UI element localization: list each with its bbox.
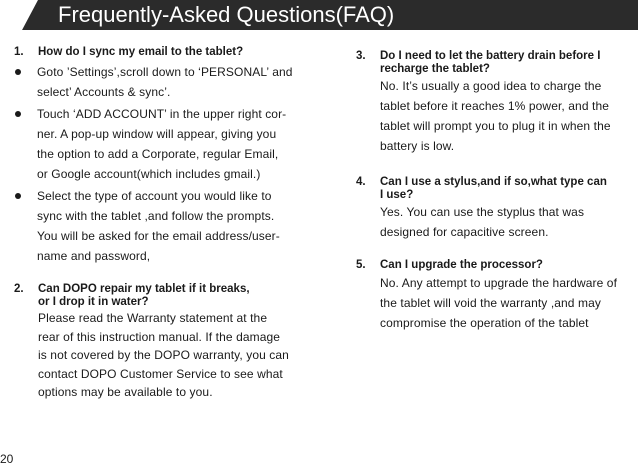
faq-question-line: Can DOPO repair my tablet if it breaks, [38,283,250,295]
bullet-line: select’ Accounts & sync’. [37,85,171,99]
faq-question-5 [356,259,638,272]
faq-answer-2 [14,309,320,402]
bullet-line: sync with the tablet ,and follow the prompts. [37,209,275,223]
answer-line: tablet before it reaches 1% power, and the [380,99,610,113]
faq-bullet [14,62,320,102]
answer-line: battery is low. [380,139,455,153]
faq-bullet [14,104,320,184]
faq-question-number: 3. [356,50,366,62]
header-bar [0,0,638,30]
bullet-line: Select the type of account you would like to [37,189,272,203]
bullet-line: name and password, [37,249,151,263]
faq-question-line: or I drop it in water? [38,296,149,308]
faq-question-line: recharge the tablet? [380,63,490,75]
faq-question-line: I use? [380,189,414,201]
faq-item-4 [356,176,638,242]
faq-question-3 [356,50,638,76]
faq-question-2 [14,283,320,309]
faq-question-text: How do I sync my email to the tablet? [38,46,244,58]
bullet-icon [15,193,21,199]
bullet-line: the option to add a Corporate, regular Email, [37,147,279,161]
answer-line: No. Any attempt to upgrade the hardware of [380,276,618,290]
faq-question-4 [356,176,638,202]
faq-question-line: Can I use a stylus,and if so,what type can [380,176,607,188]
faq-question-number: 4. [356,176,366,188]
faq-question-line: Do I need to let the battery drain before I [380,50,601,62]
faq-question-number: 2. [14,283,24,295]
faq-item-5 [356,259,638,333]
faq-item-2 [14,283,320,402]
faq-bullet [14,186,320,266]
answer-line: Please read the Warranty statement at the [38,311,268,325]
faq-item-1 [14,46,320,266]
answer-line: compromise the operation of the tablet [380,316,589,330]
answer-line: Yes. You can use the styplus that was [380,205,585,219]
faq-item-3 [356,50,638,156]
answer-line: designed for capacitive screen. [380,225,549,239]
faq-answer-4 [356,202,638,242]
bullet-line: Goto ’Settings’,scroll down to ‘PERSONAL’ and [37,65,293,79]
page-title: Frequently-Asked Questions(FAQ) [58,2,395,27]
answer-line: No. It’s usually a good idea to charge the [380,79,602,93]
answer-line: rear of this instruction manual. If the damage [38,329,281,344]
page-number: 20 [0,452,14,466]
answer-line: contact DOPO Customer Service to see what [38,366,283,381]
faq-question-1 [14,46,320,59]
faq-question-number: 5. [356,259,366,271]
bullet-line: ner. A pop-up window will appear, giving you [37,127,277,141]
faq-answer-5 [356,273,638,333]
bullet-line: Touch ‘ADD ACCOUNT’ in the upper right cor- [37,107,287,121]
faq-question-number: 1. [14,46,24,58]
faq-answer-3 [356,76,638,156]
answer-line: the tablet will void the warranty ,and may [380,296,601,310]
bullet-icon [15,111,21,117]
faq-question-line: Can I upgrade the processor? [380,259,543,271]
bullet-icon [15,69,21,75]
answer-line: tablet will prompt you to plug it in when the [380,119,611,133]
answer-line: options may be available to you. [38,385,213,399]
bullet-line: or Google account(which includes gmail.) [37,167,261,181]
bullet-line: You will be asked for the email address/user- [37,229,280,243]
answer-line: is not covered by the DOPO warranty, you can [38,348,289,362]
